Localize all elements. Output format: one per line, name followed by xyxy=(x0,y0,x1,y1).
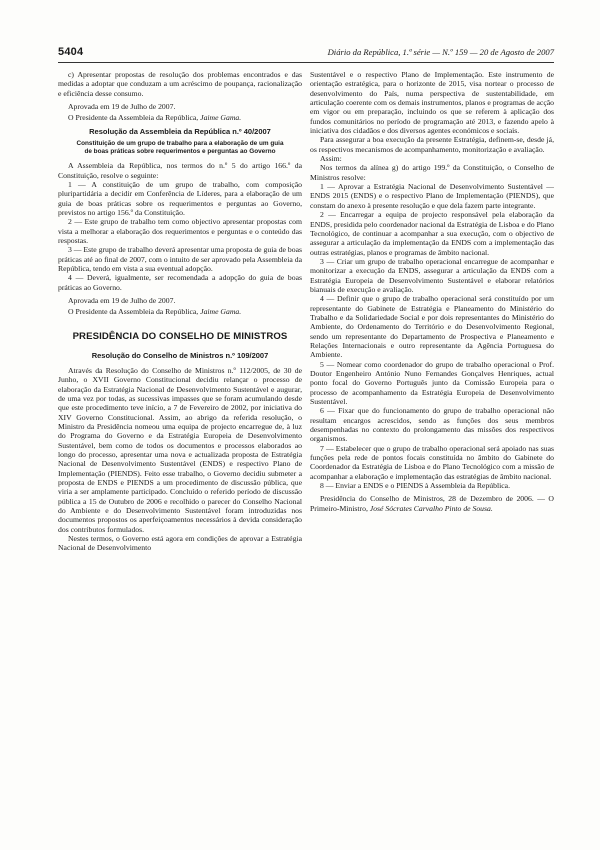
signatory-name: Jaime Gama. xyxy=(200,113,242,123)
signature-prefix: O Presidente da Assembleia da República, xyxy=(68,307,199,317)
approval-date-2: Aprovada em 19 de Julho de 2007. xyxy=(68,296,176,306)
approval-date-1: Aprovada em 19 de Julho de 2007. xyxy=(68,102,176,112)
monitoring-paragraph: Para assegurar a boa execução da presente Estratégia, definem-se, desde já, os respectivos mecanismos de acompanhamento, monitorização e avaliação. xyxy=(310,135,554,154)
assim-line: Assim: xyxy=(320,154,342,164)
section-heading: PRESIDÊNCIA DO CONSELHO DE MINISTROS xyxy=(72,330,288,342)
res40-point-2: 2 — Este grupo de trabalho tem como objectivo apresentar propostas com vista a melhorar a elaboração dos requerimentos e perguntas e o conteúdo das respostas. xyxy=(58,217,302,246)
resolve-item-1: 1 — Aprovar a Estratégia Nacional de Desenvolvimento Sustentável — ENDS 2015 (ENDS) e o respectivo Plano de Implementação (PIENDS), que constam do anexo à presente resolução e que dela fazem parte integrante. xyxy=(310,182,554,210)
res40-point-4: 4 — Deverá, igualmente, ser recomendada a adopção do guia de boas práticas ao Governo. xyxy=(58,273,302,292)
page-number: 5404 xyxy=(58,46,84,58)
rcm-preamble-paragraph: Através da Resolução do Conselho de Ministros n.º 112/2005, de 30 de Junho, o XVII Governo Constitucional decidiu relançar o processo de elaboração da Estratégia Nacional de Desenvolvimento Sustentável e augurar, de uma vez por todas, as sucessivas impasses que se foram acumulando desde que este procedimento teve início, a 7 de Fevereiro de 2002, por iniciativa do XIV Governo Constitucional. Assim, ao abrigo da referida resolução, o Ministro da Presidência nomeou uma equipa de projecto encarregue de, à luz do Programa do Governo e da Estratégia Europeia de Desenvolvimento Sustentável, bem como de todos os documentos e processos elaborados ao longo do processo, apresentar uma nova e actualizada proposta de Estratégia Nacional de Desenvolvimento Sustentável (ENDS) e respectivo Plano de Implementação (PIENDS). Feito esse trabalho, o Governo decidiu submeter a proposta de ENDS e PIENDS a um procedimento de discussão pública, que viria a ser amplamente participado. Concluído o referido período de discussão pública a 15 de Outubro de 2006 e recolhido o parecer do Conselho Nacional do Ambiente e do Desenvolvimento Sustentável foram introduzidas nos documentos propostos os aperfeiçoamentos necessários à devida consideração dos contributos formulados. xyxy=(58,365,302,534)
resolution-109-title: Resolução do Conselho de Ministros n.º 109/2007 xyxy=(91,350,269,360)
president-signature-2 xyxy=(58,307,302,316)
president-signature-1 xyxy=(58,113,302,122)
res40-intro: A Assembleia da República, nos termos do n.º 5 do artigo 166.º da Constituição, resolve o seguinte: xyxy=(58,161,302,180)
resolution-40-title: Resolução da Assembleia da República n.º 40/2007 xyxy=(89,126,271,136)
resolve-item-7: 7 — Estabelecer que o grupo de trabalho operacional será apoiado nas suas funções pela rede de pontos focais constituída no âmbito do Gabinete do Coordenador da Estratégia de Lisboa e do Plano Tecnológico com a missão de acompanhar a elaboração e implementação das estratégias de âmbito nacional. xyxy=(310,443,554,481)
signature-prefix: O Presidente da Assembleia da República, xyxy=(68,113,199,123)
resolve-item-8: 8 — Enviar a ENDS e o PIENDS à Assembleia da República. xyxy=(320,481,511,491)
legal-basis-paragraph: Nos termos da alínea g) do artigo 199.º da Constituição, o Conselho de Ministros resolve: xyxy=(310,163,554,182)
resolve-item-5: 5 — Nomear como coordenador do grupo de trabalho operacional o Prof. Doutor Engenheiro António Nuno Fernandes Gonçalves Henriques, actual ponto focal do Governo Português junto da Comissão Europeia para o processo de acompanhamento da Estratégia Europeia de Desenvolvimento Sustentável. xyxy=(310,359,554,407)
resolve-item-2: 2 — Encarregar a equipa de projecto responsável pela elaboração da ENDS, presidida pelo coordenador nacional da Estratégia de Lisboa e do Plano Tecnológico, de continuar a acompanhar a sua execução, com o objectivo de assegurar a articulação da implementação da ENDS com a implementação das outras estratégias, planos e programas de âmbito nacional. xyxy=(310,210,554,257)
closing-prefix: Presidência do Conselho de Ministros, 28 de Dezembro de 2006. — O Primeiro-Ministro, xyxy=(310,494,554,513)
item-c-paragraph: c) Apresentar propostas de resolução dos problemas encontrados e das medidas a adoptar que conduzam a um acréscimo de poupança, racionalização e eficiência desse consumo. xyxy=(58,70,302,98)
resolve-item-6: 6 — Fixar que do funcionamento do grupo de trabalho operacional não resultam encargos acrescidos, sendo as funções dos seus membros desempenhadas no contexto do prolongamento das missões dos respectivos organismos. xyxy=(310,406,554,444)
page-header xyxy=(58,46,554,63)
resolve-item-4: 4 — Definir que o grupo de trabalho operacional será constituído por um representante do Gabinete de Estratégia e Planeamento do Ministério do Trabalho e da Solidariedade Social e por dois representantes do Ministério do Ambiente, do Ordenamento do Território e do Desenvolvimento Regional, sendo um representante do Departamento de Prospectiva e Planeamento e Relações Internacionais e outro representante da Agência Portuguesa do Ambiente. xyxy=(310,294,554,360)
prime-minister-name: José Sócrates Carvalho Pinto de Sousa. xyxy=(369,503,493,513)
resolve-item-3: 3 — Criar um grupo de trabalho operacional encarregue de acompanhar e monitorizar a execução da ENDS, assegurar a articulação da ENDS com a Estratégia Europeia de Desenvolvimento Sustentável e elaborar relatórios bianuais de execução e avaliação. xyxy=(310,256,554,294)
continued-paragraph: Sustentável e o respectivo Plano de Implementação. Este instrumento de orientação estratégica, para o horizonte de 2015, visa nortear o processo de desenvolvimento do País, numa perspectiva de sustentabilidade, em articulação coerente com os demais instrumentos, planos e programas de acção em vigor ou em preparação, incluindo os que se referem à aplicação dos fundos comunitários no período de programação até 2013, e fazendo apelo à iniciativa dos cidadãos e dos diversos agentes económicos e sociais. xyxy=(310,70,554,136)
res40-point-1: 1 — A constituição de um grupo de trabalho, com composição pluripartidária a decidir em Conferência de Líderes, para a elaboração de um guia de boas práticas sobre os requerimentos e perguntas ao Governo, previstos no artigo 156.º da Constituição. xyxy=(58,180,302,218)
rcm-preamble-paragraph-2: Nestes termos, o Governo está agora em condições de aprovar a Estratégia Nacional de Desenvolvimento xyxy=(58,534,302,553)
res40-point-3: 3 — Este grupo de trabalho deverá apresentar uma proposta de guia de boas práticas até ao final de 2007, com o intuito de ser aprovado pela Assembleia da República, tendo em vista a sua eventual adopção. xyxy=(58,245,302,274)
closing-signature xyxy=(310,494,554,513)
left-column xyxy=(58,70,302,840)
right-column xyxy=(310,70,554,820)
running-title: Diário da República, 1.ª série — N.º 159 — 20 de Agosto de 2007 xyxy=(327,47,554,57)
signatory-name: Jaime Gama. xyxy=(200,307,242,317)
resolution-40-subtitle: Constituição de um grupo de trabalho para a elaboração de um guia de boas práticas sobre requerimentos e perguntas ao Governo xyxy=(76,139,284,155)
